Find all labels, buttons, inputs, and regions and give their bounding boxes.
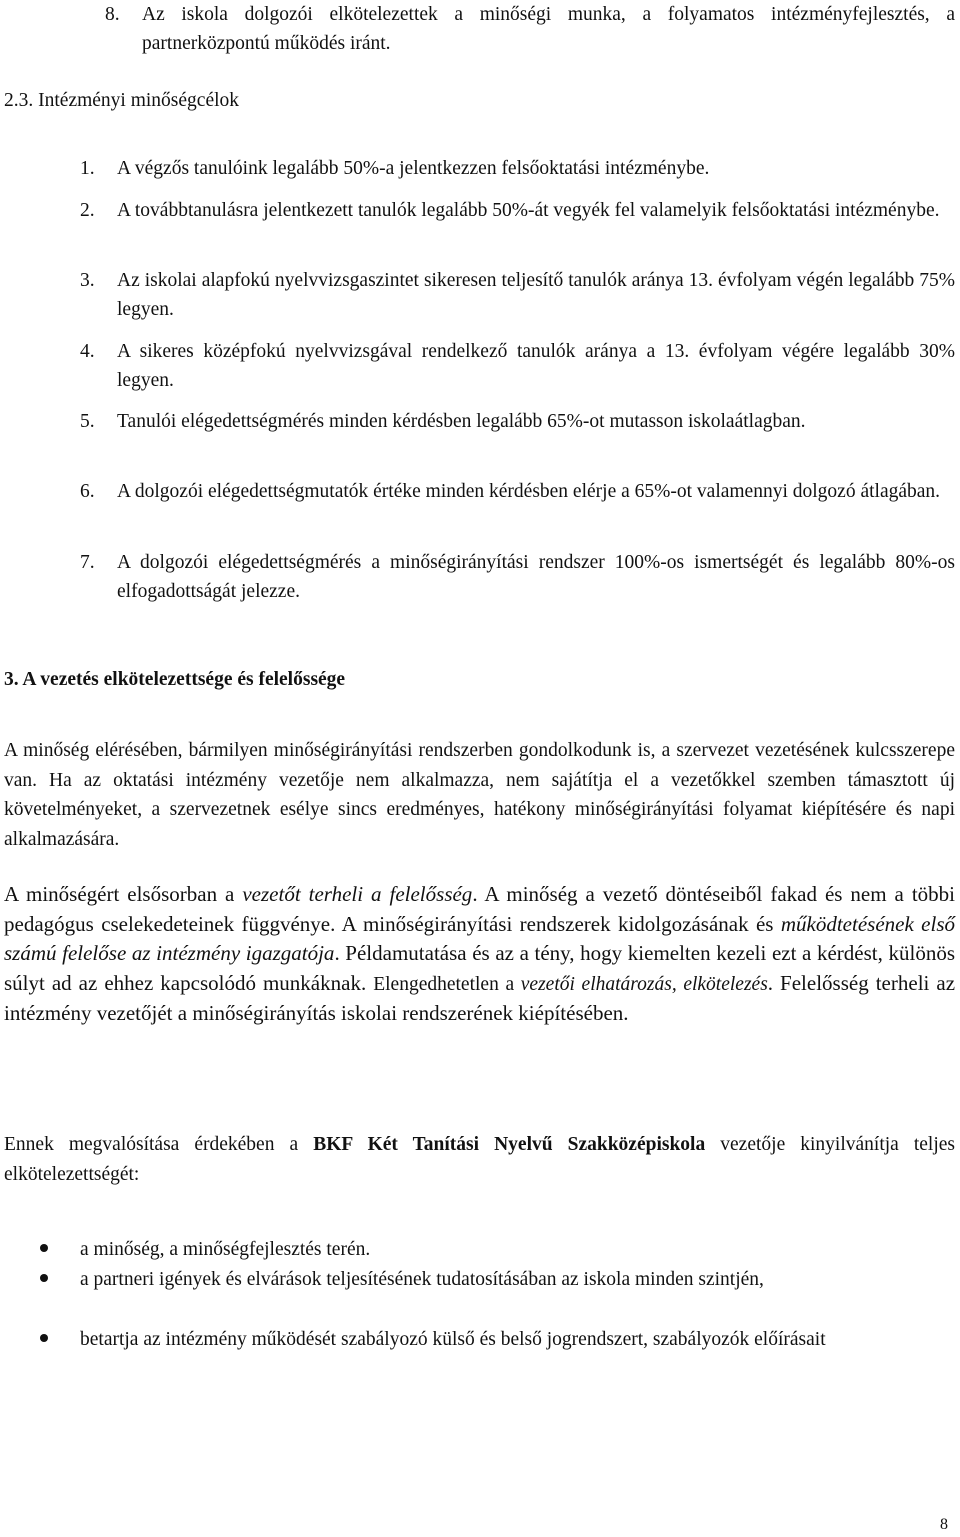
bullet-item: a partneri igények és elvárások teljesítésének tudatosításában az iskola minden szintjén, bbox=[80, 1269, 764, 1290]
goal-number: 1. bbox=[80, 158, 95, 179]
goal-number: 2. bbox=[80, 200, 95, 221]
list-item-text: Az iskola dolgozói elkötelezettek a minőségi munka, a folyamatos intézményfejlesztés, a partnerközpontú működés iránt. bbox=[142, 4, 955, 54]
goal-number: 4. bbox=[80, 341, 95, 362]
goal-text: A sikeres középfokú nyelvvizsgával rendelkező tanulók aránya a 13. évfolyam végére legalább 30% legyen. bbox=[117, 341, 955, 391]
goal-text: A végzős tanulóink legalább 50%-a jelentkezzen felsőoktatási intézménybe. bbox=[117, 158, 710, 179]
list-number: 8. bbox=[105, 4, 120, 25]
section-heading: 2.3. Intézményi minőségcélok bbox=[4, 90, 240, 111]
goal-text: Az iskolai alapfokú nyelvvizsgaszintet sikeresen teljesítő tanulók aránya 13. évfolyam végén legalább 75% legyen. bbox=[117, 270, 955, 320]
page-number: 8 bbox=[940, 1516, 948, 1533]
body-paragraph: A minőség elérésében, bármilyen minőségirányítási rendszerben gondolkodunk is, a szervezet vezetésének kulcsszerepe van. Ha az oktatási intézmény vezetője nem alkalmazza, nem sajátítja el a vezetőkkel szemben támasztott új követelményeket, a szervezetnek esélye sincs eredményes, hatékony minőségirányítási folyamat kiépítésére és napi alkalmazására. bbox=[4, 740, 955, 850]
goal-number: 6. bbox=[80, 481, 95, 502]
body-paragraph-commitment: Ennek megvalósítása érdekében a BKF Két Tanítási Nyelvű Szakközépiskola vezetője kinyilvánítja teljes elkötelezettségét: bbox=[4, 1134, 955, 1185]
goal-text: Tanulói elégedettségmérés minden kérdésben legalább 65%-ot mutasson iskolaátlagban. bbox=[117, 411, 806, 432]
bullet-item: betartja az intézmény működését szabályozó külső és belső jogrendszert, szabályozók előírásait bbox=[80, 1329, 826, 1350]
bullet-icon bbox=[40, 1244, 48, 1252]
goal-number: 7. bbox=[80, 552, 95, 573]
goal-text: A dolgozói elégedettségmérés a minőségirányítási rendszer 100%-os ismertségét és legalább 80%-os elfogadottságát jelezze. bbox=[117, 552, 955, 602]
bullet-icon bbox=[40, 1334, 48, 1342]
goal-number: 5. bbox=[80, 411, 95, 432]
goal-text: A továbbtanulásra jelentkezett tanulók legalább 50%-át vegyék fel valamelyik felsőoktatási intézménybe. bbox=[117, 200, 940, 221]
goal-number: 3. bbox=[80, 270, 95, 291]
bullet-icon bbox=[40, 1274, 48, 1282]
body-paragraph-responsibility: A minőségért elsősorban a vezetőt terheli a felelősség. A minőség a vezető döntéseiből fakad és nem a többi pedagógus cselekedeteinek függvénye. A minőségirányítási rendszerek kidolgozásának és működtetésének első számú felelőse az intézmény igazgatója. Példamutatása és az a tény, hogy kiemelten kezeli ezt a kérdést, különös súlyt ad az ehhez kapcsolódó munkáknak. Elengedhetetlen a vezetői elhatározás, elkötelezés. Felelősség terheli az intézmény vezetőjét a minőségirányítás iskolai rendszerének kiépítésében. bbox=[4, 882, 956, 1025]
bullet-item: a minőség, a minőségfejlesztés terén. bbox=[80, 1239, 371, 1260]
goal-text: A dolgozói elégedettségmutatók értéke minden kérdésben elérje a 65%-ot valamennyi dolgozó átlagában. bbox=[117, 481, 941, 502]
section-heading: 3. A vezetés elkötelezettsége és felelőssége bbox=[4, 669, 346, 690]
